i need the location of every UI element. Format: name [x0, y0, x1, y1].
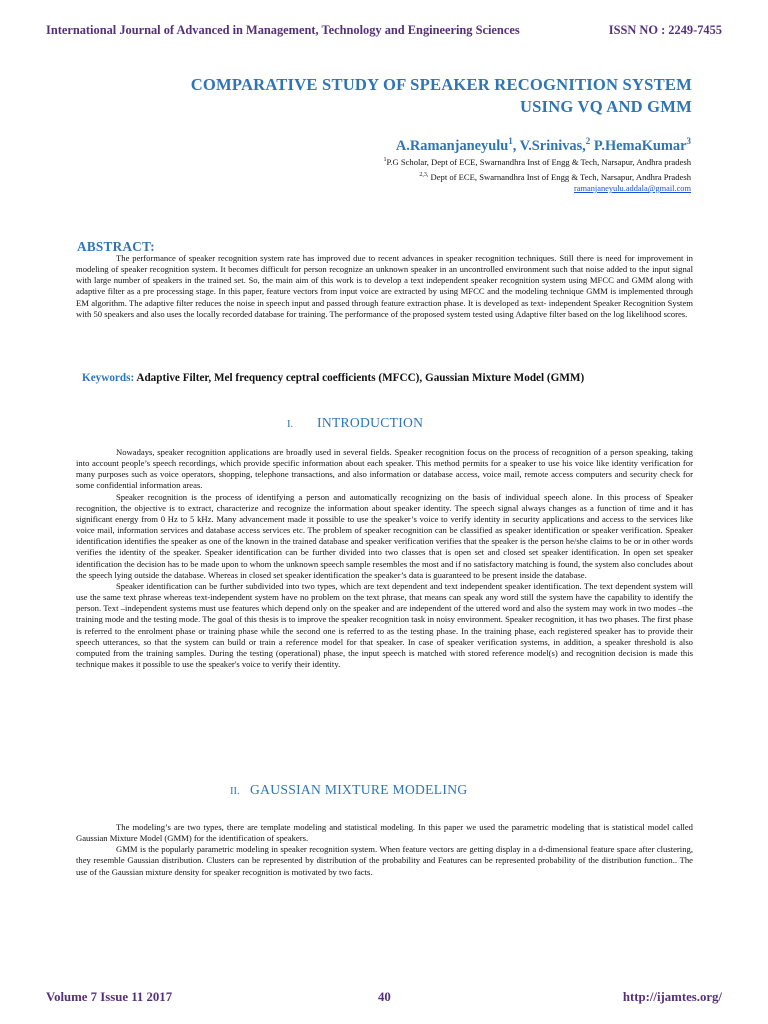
intro-paragraph-2: Speaker recognition is the process of identifying a person and automatically recognizing on the basis of individual speech alone. In this process of Speaker recognition, the objective is to extract, characterize and recognize the information about speaker identity. The speech signal always changes as a function of time and it has significant energy from 0 Hz to 5 kHz. Many advancement made it possible to use the speaker’s voice to verify identity in security applications and access to the services like voice mail, information services and database access services etc. The problem of speaker recognition can be classified as speaker identification or speaker verification. Speaker identification identifies the speaker as one of the known in the trained database and speaker verification verifies that the speaker is the person he/she claims to be or in other words verifies the identity of the speaker. Speaker identification can be further divided into two classes that is open set and closed set speaker identification. In open set speaker identification the decision has to be made upon to whom the unknown speech sample resembles the most and if no satisfactory matching is found, the system also concludes about the speech lying outside the database. Whereas in closed set speaker identification the speaker’s data is guaranteed to be present inside the database. — [76, 491, 693, 580]
section-1-number: I. — [287, 419, 294, 430]
author-list — [396, 138, 691, 155]
footer-volume: Volume 7 Issue 11 2017 — [46, 990, 173, 1004]
introduction-body — [76, 447, 693, 670]
keywords — [82, 372, 702, 384]
affiliation-1-sup: 1 — [383, 157, 387, 164]
footer-url-link[interactable]: http://ijamtes.org/ — [622, 990, 722, 1004]
intro-paragraph-1: Nowadays, speaker recognition applications are broadly used in several fields. Speaker recognition focus on the process of recognition of a person speaking, taking into account people’s speech recordings, which provide specific information about each speaker. This method permits for a speaker to use his voice like identity verification for many purposes such as voice operators, shopping, telephone transactions, and also information or database access, voice mail, remote access computers and security check for some confidential information areas. — [76, 447, 693, 491]
author-1: A.Ramanjaneyulu — [395, 138, 509, 154]
affiliation-2 — [419, 172, 691, 182]
journal-header — [46, 23, 722, 38]
section-2-number: II. — [230, 786, 240, 797]
affiliation-1-text: P.G Scholar, Dept of ECE, Swarnandhra Inst of Engg & Tech, Narsapur, Andhra pradesh — [386, 157, 691, 167]
abstract-body — [76, 253, 693, 320]
intro-paragraph-3: Speaker identification can be further subdivided into two types, which are text dependent and text independent speaker identification. The text dependent system will use the same text phrase whereas text-independent system have no problem on the text phrase, that means can speak any word still the system have the capability to identify the person. Text –independent systems must use features which depend only on the speaker and are independent of the uttered word and also the system may work in two modes –the training mode and the testing mode. The goal of this thesis is to improve the speaker recognition task in noisy environment. Speaker recognition, it has two phases. The first phase is referred to the enrolment phase or training phase while the second one is referred to as the testing phase. In the training phase, each registered speaker has to provide their speech utterances, so that the system can build or train a reference model for that speaker. In case of speaker verification systems, in addition, a speaker threshold is also computed from the training samples. During the testing (operational) phase, the input speech is matched with stored reference model(s) and recognition decision is made this technique makes it possible to use the speaker's voice to verify their identity. — [76, 580, 693, 669]
affiliation-2-sup: 2,3, — [419, 172, 429, 179]
title-line-2: USING VQ AND GMM — [519, 97, 692, 116]
gmm-paragraph-1: The modeling’s are two types, there are template modeling and statistical modeling. In this paper we used the parametric modeling that is statistical model called Gaussian Mixture Model (GMM) for the identification of speakers. — [76, 822, 693, 844]
abstract-text: The performance of speaker recognition system rate has improved due to recent advances in speaker recognition techniques. Still there is need for improvement in modeling of speaker recognition system. It becomes difficult for person recognize an unknown speaker in an uncontrolled environment such that noise added to the input signal with large number of speakers in the trained set. So, the main aim of this work is to develop a text independent speaker recognition system using MFCC and GMM along with adaptive filter as a pre processing stage. In this paper, feature vectors from input voice are extracted by using MFCC and the modeling technique GMM is implemented through EM algorithm. The adaptive filter reduces the noise in speech input and passed through feature extraction phase. It is developed as text- independent Speaker Recognition System with 50 speakers and also uses the locally recorded database for training. The performance of the proposed system tested using Adaptive filter based on the log likelihood scores. — [76, 253, 693, 319]
section-2-title: GAUSSIAN MIXTURE MODELING — [250, 782, 468, 797]
gmm-body — [76, 822, 693, 878]
keywords-text: Adaptive Filter, Mel frequency ceptral coefficients (MFCC), Gaussian Mixture Model (GMM) — [134, 372, 585, 384]
title-line-1: COMPARATIVE STUDY OF SPEAKER RECOGNITION SYSTEM — [190, 75, 692, 94]
author-3: P.HemaKumar — [590, 138, 687, 154]
journal-name: International Journal of Advanced in Management, Technology and Engineering Sciences — [46, 23, 520, 37]
author-email-link[interactable]: ramanjaneyulu.addala@gmail.com — [573, 184, 691, 193]
section-1-title: INTRODUCTION — [317, 415, 424, 430]
author-1-sup: 1 — [508, 136, 513, 147]
affiliation-2-text: Dept of ECE, Swarnandhra Inst of Engg & Tech, Narsapur, Andhra Pradesh — [428, 172, 691, 182]
keywords-label: Keywords: — [82, 372, 135, 384]
abstract-heading: ABSTRACT: — [77, 239, 155, 254]
footer-page-number: 40 — [378, 990, 391, 1004]
author-2-sup: 2 — [585, 136, 591, 147]
paper-title — [92, 74, 692, 118]
gmm-paragraph-2: GMM is the popularly parametric modeling in speaker recognition system. When feature vectors are getting display in a d-dimensional feature space after clustering, they resemble Gaussian distribution. Clusters can be represented by distribution of the probability and Features can be represented probability of the distribution function.. The use of the Gaussian mixture density for speaker recognition is motivated by two facts. — [76, 844, 693, 877]
affiliation-1 — [383, 157, 691, 167]
issn: ISSN NO : 2249-7455 — [608, 23, 722, 37]
author-2: , V.Srinivas, — [512, 138, 586, 154]
author-3-sup: 3 — [686, 136, 691, 147]
